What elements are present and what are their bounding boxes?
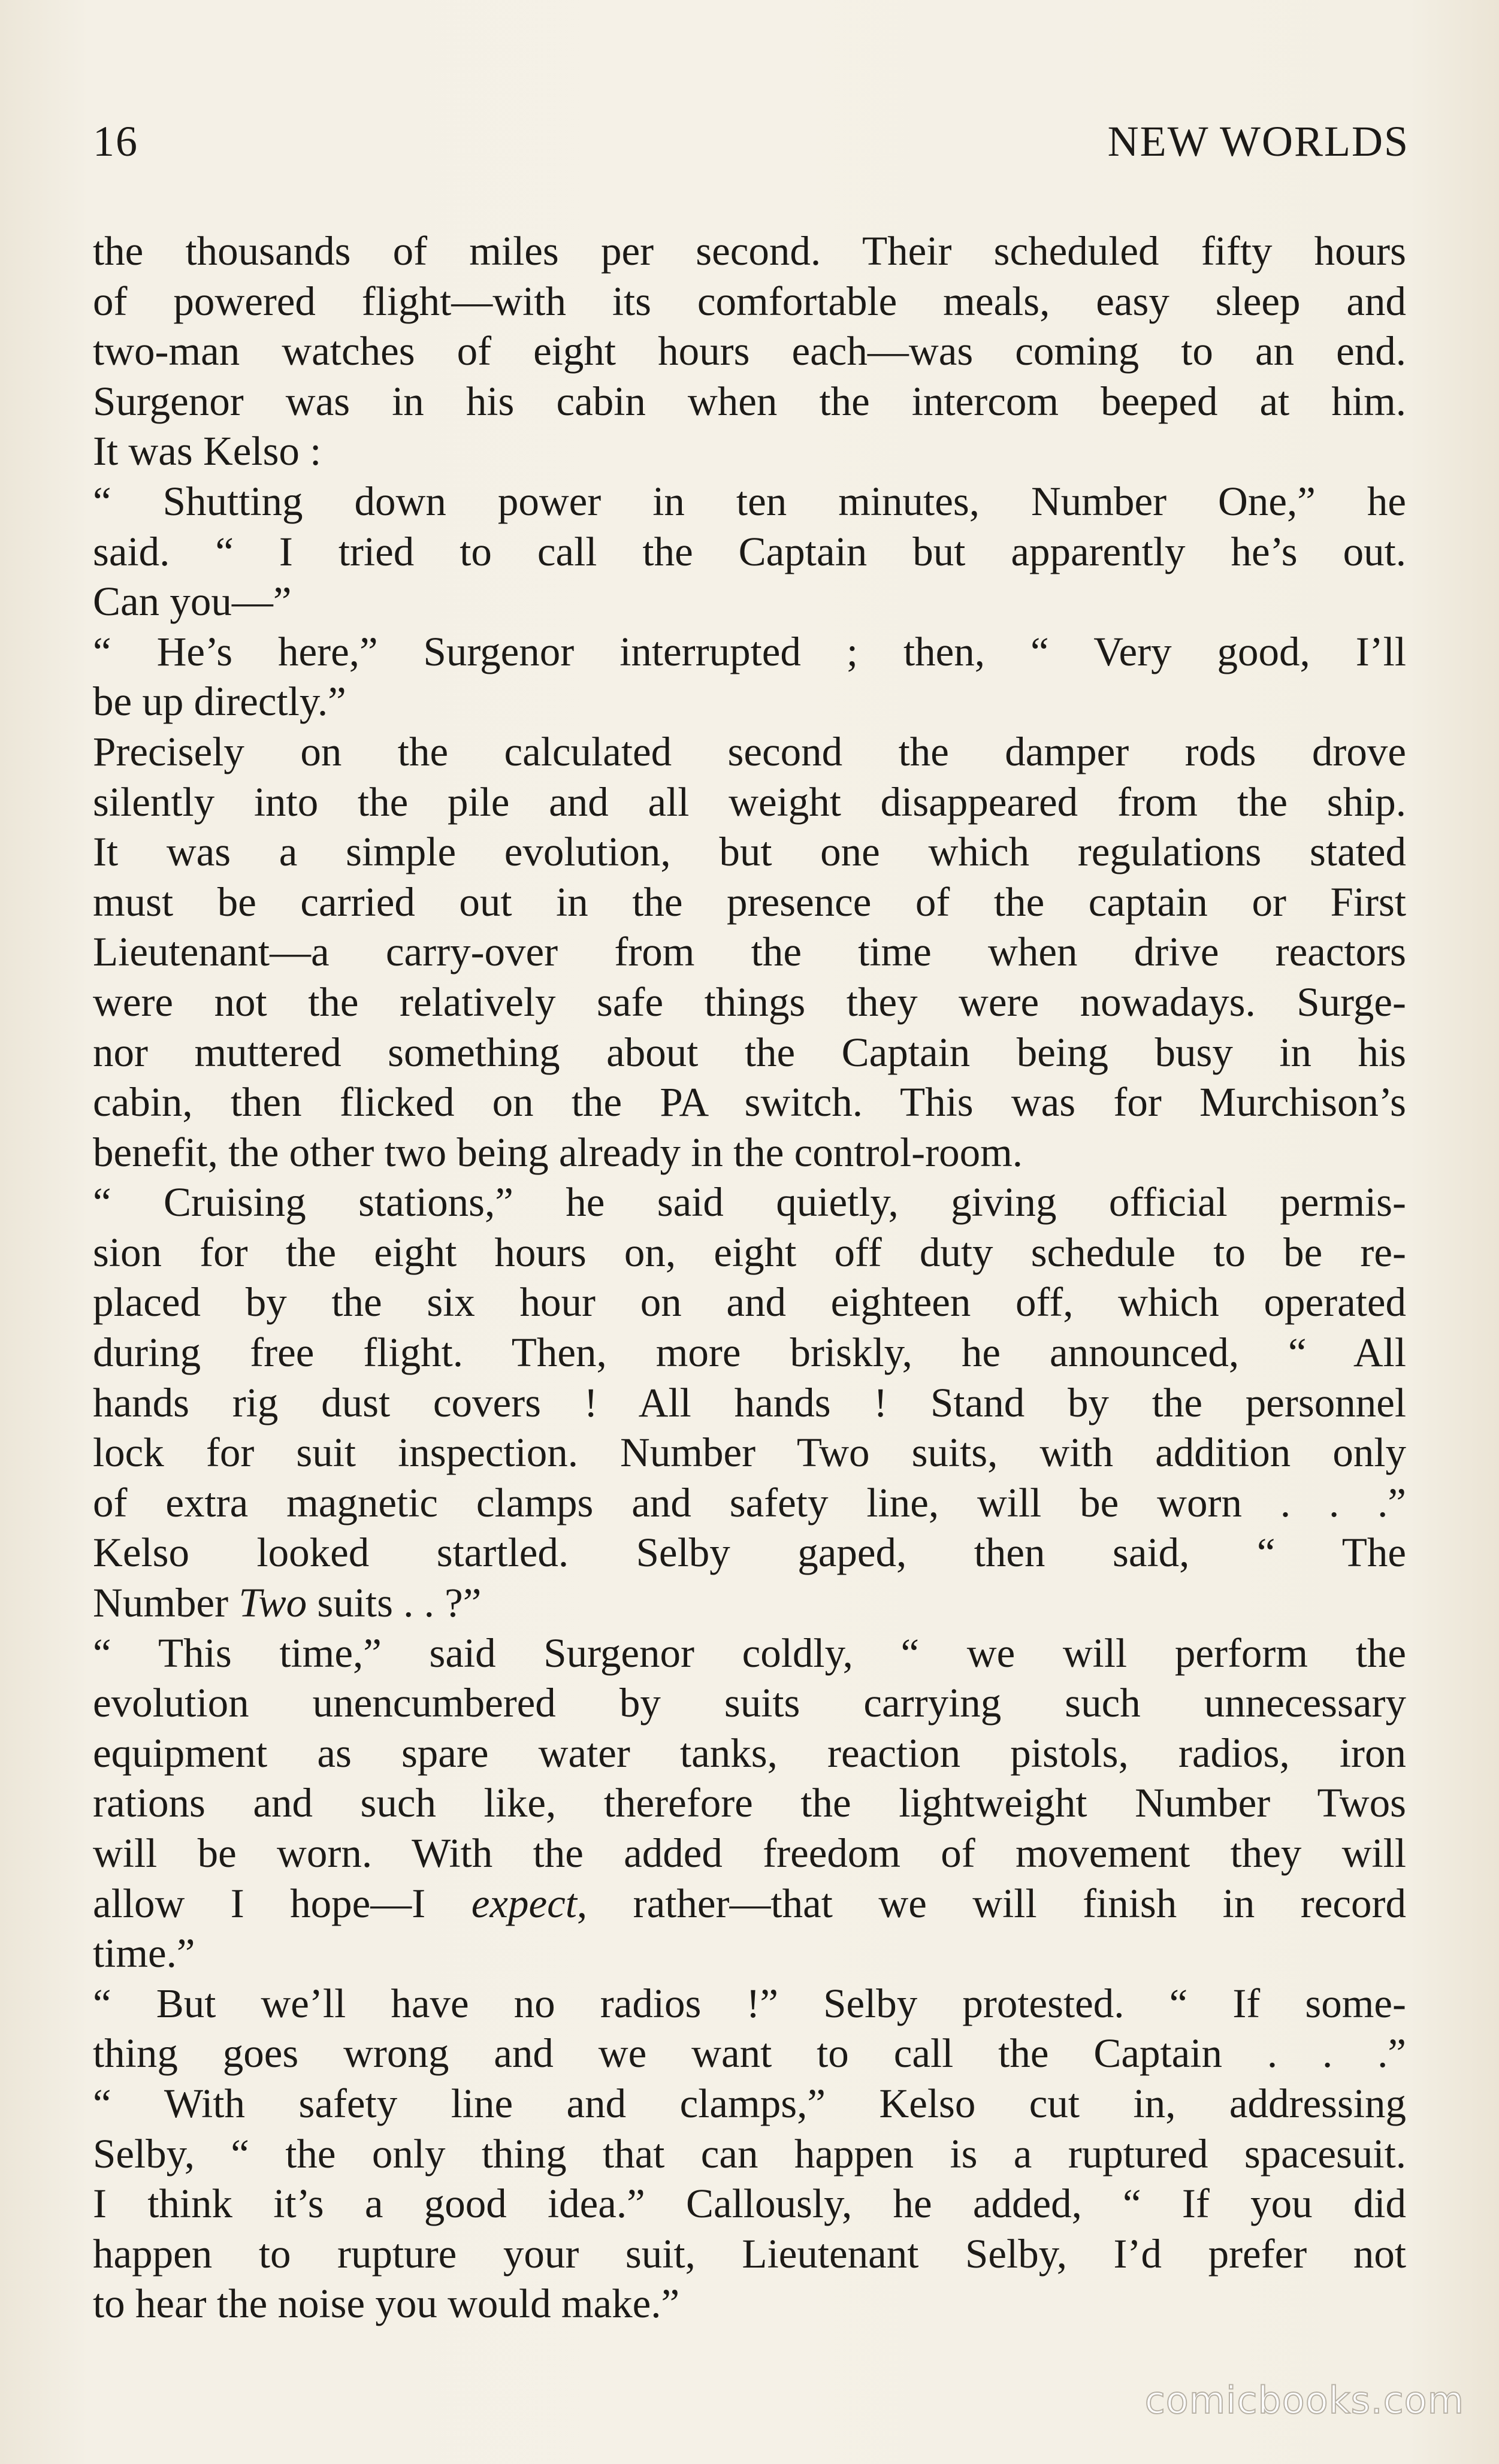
text-line: It was Kelso : [93, 428, 322, 474]
text-line: lock for suit inspection. Number Two suits, with addition only [93, 1430, 1406, 1476]
text-line: placed by the six hour on and eighteen off, which operated [93, 1279, 1406, 1325]
text-line: Number Two suits . . ?” [93, 1580, 482, 1626]
text-line: Precisely on the calculated second the damper rods drove [93, 728, 1406, 774]
text-line: said. “ I tried to call the Captain but apparently he’s out. [93, 528, 1406, 574]
emphasis: expect [471, 1880, 577, 1926]
text-line: “ But we’ll have no radios !” Selby protested. “ If some- [93, 1980, 1406, 2026]
text-line: rations and such like, therefore the lightweight Number Twos [93, 1780, 1406, 1826]
text-line: nor muttered something about the Captain being busy in his [93, 1029, 1406, 1075]
body-text [93, 226, 1406, 2329]
text-line: Surgenor was in his cabin when the intercom beeped at him. [93, 378, 1406, 424]
text-line: “ This time,” said Surgenor coldly, “ we will perform the [93, 1630, 1406, 1676]
text-line: It was a simple evolution, but one which regulations stated [93, 829, 1406, 875]
text-line: silently into the pile and all weight disappeared from the ship. [93, 779, 1406, 825]
text-line: hands rig dust covers ! All hands ! Stand by the personnel [93, 1379, 1406, 1425]
emphasis: Two [238, 1580, 307, 1626]
text-line: Lieutenant—a carry-over from the time when drive reactors [93, 929, 1406, 975]
text-line: Selby, “ the only thing that can happen is a ruptured spacesuit. [93, 2130, 1406, 2177]
text-line: Can you—” [93, 579, 292, 625]
text-line: “ He’s here,” Surgenor interrupted ; then, “ Very good, I’ll [93, 628, 1406, 674]
text-line: Kelso looked startled. Selby gaped, then said, “ The [93, 1530, 1406, 1576]
text-line: must be carried out in the presence of the captain or First [93, 879, 1406, 925]
text-line: to hear the noise you would make.” [93, 2281, 680, 2327]
watermark: comicbooks.com [1144, 2378, 1464, 2422]
text-line: “ With safety line and clamps,” Kelso cut in, addressing [93, 2080, 1406, 2126]
text-line: sion for the eight hours on, eight off duty schedule to be re- [93, 1229, 1406, 1275]
text-line: happen to rupture your suit, Lieutenant Selby, I’d prefer not [93, 2230, 1406, 2277]
text-line: thing goes wrong and we want to call the Captain . . .” [93, 2030, 1406, 2076]
text-line: equipment as spare water tanks, reaction pistols, radios, iron [93, 1730, 1406, 1776]
text-line: two-man watches of eight hours each—was coming to an end. [93, 328, 1406, 374]
text-line: “ Shutting down power in ten minutes, Number One,” he [93, 478, 1406, 524]
text-line: benefit, the other two being already in the control-room. [93, 1129, 1023, 1175]
text-line: the thousands of miles per second. Their scheduled fifty hours [93, 228, 1406, 274]
page-number: 16 [93, 117, 138, 165]
text-line: of powered flight—with its comfortable meals, easy sleep and [93, 278, 1406, 324]
text-line: evolution unencumbered by suits carrying such unnecessary [93, 1680, 1406, 1726]
text-line: allow I hope—I expect, rather—that we will finish in record [93, 1880, 1406, 1926]
text-line: will be worn. With the added freedom of movement they will [93, 1830, 1406, 1876]
text-line: of extra magnetic clamps and safety line, will be worn . . .” [93, 1479, 1406, 1525]
text-line: during free flight. Then, more briskly, he announced, “ All [93, 1330, 1406, 1376]
text-line: cabin, then flicked on the PA switch. This was for Murchison’s [93, 1079, 1406, 1125]
page-header [93, 117, 1409, 183]
text-line: be up directly.” [93, 679, 346, 725]
text-line: “ Cruising stations,” he said quietly, giving official permis- [93, 1179, 1406, 1225]
running-head: NEW WORLDS [1107, 117, 1409, 165]
text-line: time.” [93, 1930, 195, 1976]
text-line: I think it’s a good idea.” Callously, he added, “ If you did [93, 2181, 1406, 2227]
text-line: were not the relatively safe things they were nowadays. Surge- [93, 979, 1406, 1025]
